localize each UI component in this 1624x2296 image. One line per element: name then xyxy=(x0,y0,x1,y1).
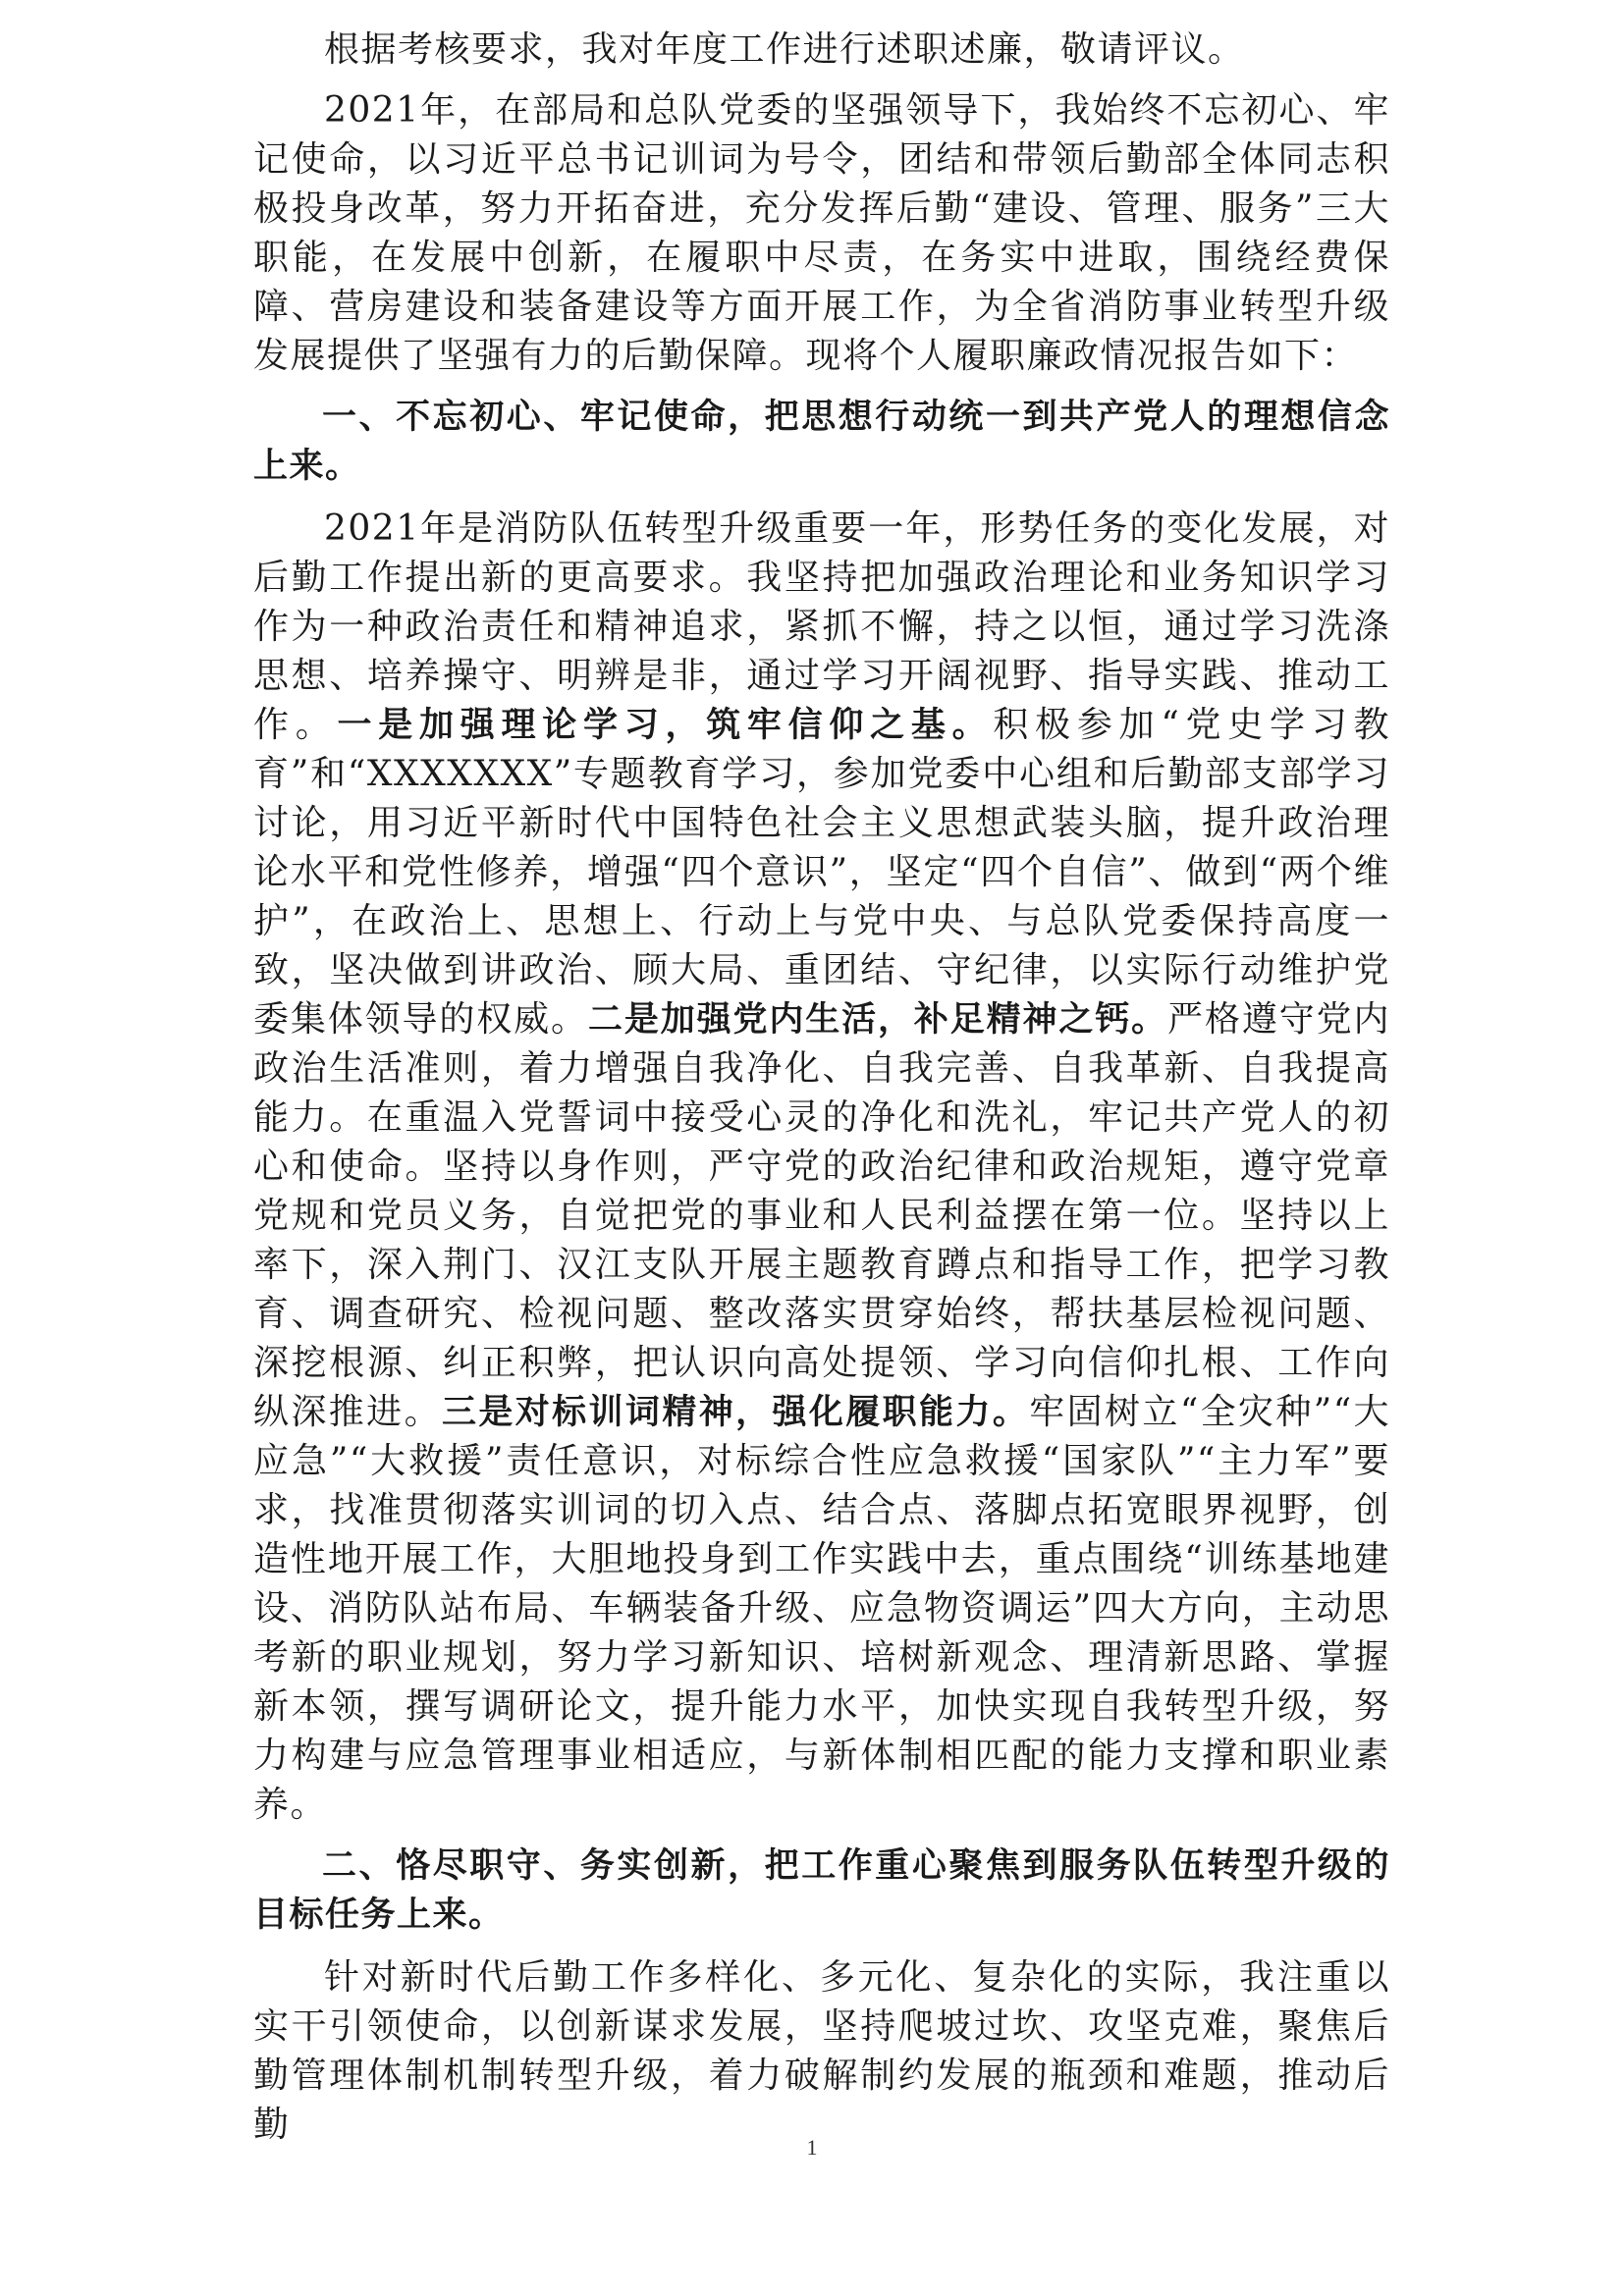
section-1-text-1: 2021年是消防队伍转型升级重要一年，形势任务的变化发展，对后勤工作提出新的更高要求。我坚持把加强政治理论和业务知识学习作为一种政治责任和精神追求，紧抓不懈，持之以恒，通过学习洗涤思想、培养操守、明辨是非，通过学习开阔视野、指导实践、推动工作。 xyxy=(253,508,1390,745)
section-1-paragraph xyxy=(253,505,1390,1830)
page-number: 1 xyxy=(806,2135,818,2160)
section-2-paragraph: 针对新时代后勤工作多样化、多元化、复杂化的实际，我注重以实干引领使命，以创新谋求发展，坚持爬坡过坎、攻坚克难，聚焦后勤管理体制机制转型升级，着力破解制约发展的瓶颈和难题，推动后勤 xyxy=(253,1957,1390,2145)
section-1-text-2: 积极参加“党史学习教育”和“XXXXXXX”专题教育学习，参加党委中心组和后勤部支部学习讨论，用习近平新时代中国特色社会主义思想武装头脑，提升政治理论水平和党性修养，增强“四个意识”，坚定“四个自信”、做到“两个维护”，在政治上、思想上、行动上与党中央、与总队党委保持高度一致，坚决做到讲政治、顾大局、重团结、守纪律，以实际行动维护党委集体领导的权威。 xyxy=(253,705,1390,1040)
intro-paragraph: 根据考核要求，我对年度工作进行述职述廉，敬请评议。 xyxy=(324,29,1245,70)
section-heading-2: 二、恪尽职守、务实创新，把工作重心聚焦到服务队伍转型升级的目标任务上来。 xyxy=(253,1846,1390,1935)
document-body xyxy=(253,26,1390,2162)
section-1-text-3: 严格遵守党内政治生活准则，着力增强自我净化、自我完善、自我革新、自我提高能力。在重温入党誓词中接受心灵的净化和洗礼，牢记共产党人的初心和使命。坚持以身作则，严守党的政治纪律和政治规矩，遵守党章党规和党员义务，自觉把党的事业和人民利益摆在第一位。坚持以上率下，深入荆门、汉江支队开展主题教育蹲点和指导工作，把学习教育、调查研究、检视问题、整改落实贯穿始终，帮扶基层检视问题、深挖根源、纠正积弊，把认识向高处提领、学习向信仰扎根、工作向纵深推进。 xyxy=(253,999,1390,1432)
point-two-heading: 二是加强党内生活，补足精神之钙。 xyxy=(587,1000,1168,1040)
section-1-text-4: 牢固树立“全灾种”“大应急”“大救援”责任意识，对标综合性应急救援“国家队”“主力军”要求，找准贯彻落实训词的切入点、结合点、落脚点拓宽眼界视野，创造性地开展工作，大胆地投身到工作实践中去，重点围绕“训练基地建设、消防队站布局、车辆装备升级、应急物资调运”四大方向，主动思考新的职业规划，努力学习新知识、培树新观念、理清新思路、掌握新本领，撰写调研论文，提升能力水平，加快实现自我转型升级，努力构建与应急管理事业相适应，与新体制相匹配的能力支撑和职业素养。 xyxy=(253,1392,1390,1825)
opening-paragraph: 2021年，在部局和总队党委的坚强领导下，我始终不忘初心、牢记使命，以习近平总书记训词为号令，团结和带领后勤部全体同志积极投身改革，努力开拓奋进，充分发挥后勤“建设、管理、服务”三大职能，在发展中创新，在履职中尽责，在务实中进取，围绕经费保障、营房建设和装备建设等方面开展工作，为全省消防事业转型升级发展提供了坚强有力的后勤保障。现将个人履职廉政情况报告如下： xyxy=(253,90,1390,376)
section-heading-1: 一、不忘初心、牢记使命，把思想行动统一到共产党人的理想信念上来。 xyxy=(253,398,1390,486)
point-one-heading: 一是加强理论学习，筑牢信仰之基。 xyxy=(337,706,994,745)
point-three-heading: 三是对标训词精神，强化履职能力。 xyxy=(441,1393,1030,1432)
